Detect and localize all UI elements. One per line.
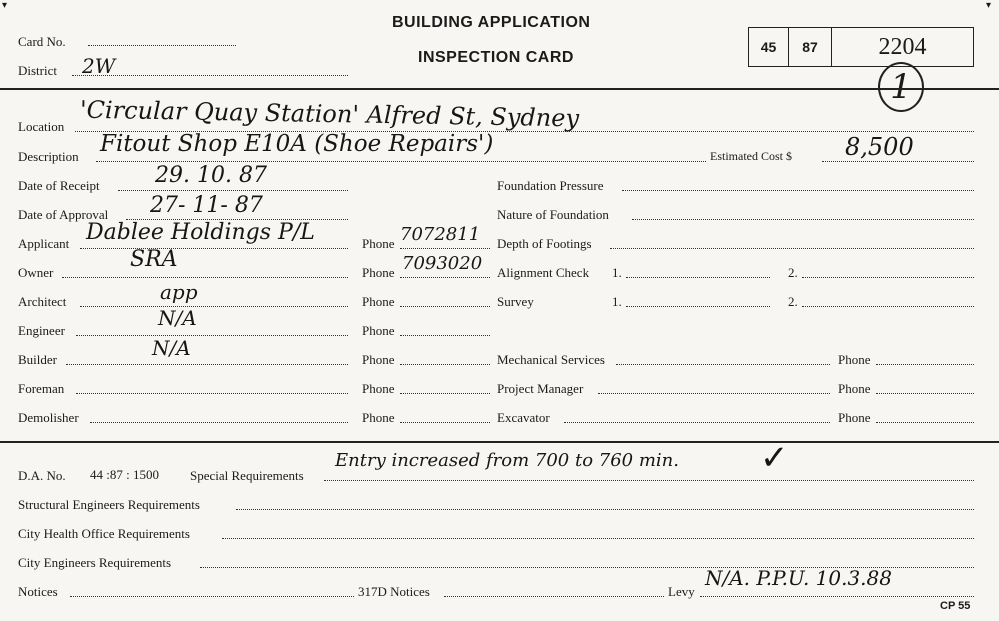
foreman-phone-line (400, 393, 490, 394)
owner-line (62, 277, 348, 278)
structural-label: Structural Engineers Requirements (18, 497, 200, 512)
corner-mark-icon: ▾ (986, 0, 992, 11)
engineer-label: Engineer (18, 323, 65, 338)
demolisher-phone-line (400, 422, 490, 423)
estimated-cost-line (822, 161, 974, 162)
nature-foundation-line (632, 219, 974, 220)
special-requirements-line (324, 480, 974, 481)
owner-label: Owner (18, 265, 54, 280)
special-requirements-label: Special Requirements (190, 468, 304, 483)
survey-label: Survey (497, 294, 534, 309)
builder-phone-line (400, 364, 490, 365)
alignment-check-line1 (626, 277, 770, 278)
demolisher-phone-label: Phone (362, 410, 395, 425)
applicant-phone-value: 7072811 (400, 224, 481, 245)
applicant-line (80, 248, 348, 249)
excavator-phone-label: Phone (838, 410, 871, 425)
foreman-label: Foreman (18, 381, 65, 396)
card-subtitle: INSPECTION CARD (418, 49, 574, 66)
mechanical-line (616, 364, 830, 365)
corner-mark-icon: ▾ (2, 0, 8, 11)
levy-line (700, 596, 974, 597)
foreman-line (76, 393, 348, 394)
depth-footings-label: Depth of Footings (497, 236, 592, 251)
applicant-label: Applicant (18, 236, 70, 251)
owner-phone-label: Phone (362, 265, 395, 280)
approval-value: 27- 11- 87 (150, 193, 263, 218)
card-number-prefix: 45 (749, 28, 789, 66)
alignment-check-line2 (802, 277, 974, 278)
receipt-line (118, 190, 348, 191)
special-requirements-value: Entry increased from 700 to 760 min. (335, 450, 679, 471)
owner-value: SRA (130, 247, 178, 272)
engineer-phone-line (400, 335, 490, 336)
form-code: CP 55 (940, 600, 971, 612)
notices-label: Notices (18, 584, 58, 599)
nature-foundation-label: Nature of Foundation (497, 207, 609, 222)
builder-phone-label: Phone (362, 352, 395, 367)
architect-phone-label: Phone (362, 294, 395, 309)
engineer-value: N/A (158, 306, 197, 330)
card-no-label: Card No. (18, 34, 66, 49)
mechanical-phone-line (876, 364, 974, 365)
builder-line (66, 364, 348, 365)
foreman-phone-label: Phone (362, 381, 395, 396)
district-label: District (18, 63, 57, 78)
card-number-box (748, 27, 974, 67)
header-rule (0, 88, 999, 90)
builder-label: Builder (18, 352, 57, 367)
da-no-value: 44 :87 : 1500 (90, 467, 159, 482)
notices-317d-line (444, 596, 664, 597)
survey-line1 (626, 306, 770, 307)
applicant-value: Dablee Holdings P/L (86, 220, 315, 245)
receipt-value: 29. 10. 87 (155, 163, 267, 188)
estimated-cost-value: 8,500 (845, 133, 914, 161)
architect-line (80, 306, 348, 307)
card-no-line (88, 45, 236, 46)
approval-label: Date of Approval (18, 207, 109, 222)
district-value: 2W (82, 54, 116, 78)
description-value: Fitout Shop E10A (Shoe Repairs') (100, 131, 494, 157)
structural-line (236, 509, 974, 510)
architect-label: Architect (18, 294, 67, 309)
survey-line2 (802, 306, 974, 307)
estimated-cost-label: Estimated Cost $ (710, 149, 792, 163)
engineer-line (76, 335, 348, 336)
mechanical-phone-label: Phone (838, 352, 871, 367)
demolisher-line (90, 422, 348, 423)
project-manager-line (598, 393, 830, 394)
survey-num1: 1. (612, 294, 622, 309)
mechanical-label: Mechanical Services (497, 352, 605, 367)
alignment-check-label: Alignment Check (497, 265, 590, 280)
location-label: Location (18, 119, 65, 134)
card-number-year: 87 (789, 28, 832, 66)
engineer-phone-label: Phone (362, 323, 395, 338)
excavator-label: Excavator (497, 410, 550, 425)
alignment-check-num1: 1. (612, 265, 622, 280)
owner-phone-line (400, 277, 490, 278)
description-label: Description (18, 149, 79, 164)
section-rule (0, 441, 999, 443)
foundation-pressure-line (622, 190, 974, 191)
da-no-label: D.A. No. (18, 468, 66, 483)
project-manager-phone-label: Phone (838, 381, 871, 396)
levy-value: N/A. P.P.U. 10.3.88 (705, 566, 892, 590)
architect-phone-line (400, 306, 490, 307)
notices-317d-label: 317D Notices (358, 584, 430, 599)
project-manager-label: Project Manager (497, 381, 584, 396)
check-mark-icon: ✓ (760, 438, 789, 478)
survey-num2: 2. (788, 294, 798, 309)
receipt-label: Date of Receipt (18, 178, 100, 193)
builder-value: N/A (152, 336, 191, 360)
applicant-phone-line (400, 248, 490, 249)
excavator-phone-line (876, 422, 974, 423)
card-title: BUILDING APPLICATION (392, 14, 591, 31)
foundation-pressure-label: Foundation Pressure (497, 178, 604, 193)
city-engineers-label: City Engineers Requirements (18, 555, 172, 570)
project-manager-phone-line (876, 393, 974, 394)
architect-value: app (160, 280, 198, 304)
description-line (96, 161, 706, 162)
excavator-line (564, 422, 830, 423)
demolisher-label: Demolisher (18, 410, 79, 425)
health-label: City Health Office Requirements (18, 526, 190, 541)
circled-number: 1 (878, 62, 924, 112)
card-number: 2204 (878, 33, 927, 60)
levy-label: Levy (668, 584, 695, 599)
notices-line (70, 596, 354, 597)
alignment-check-num2: 2. (788, 265, 798, 280)
health-line (222, 538, 974, 539)
location-value: 'Circular Quay Station' Alfred St, Sydney (79, 95, 580, 133)
owner-phone-value: 7093020 (402, 253, 483, 274)
applicant-phone-label: Phone (362, 236, 395, 251)
depth-footings-line (610, 248, 974, 249)
